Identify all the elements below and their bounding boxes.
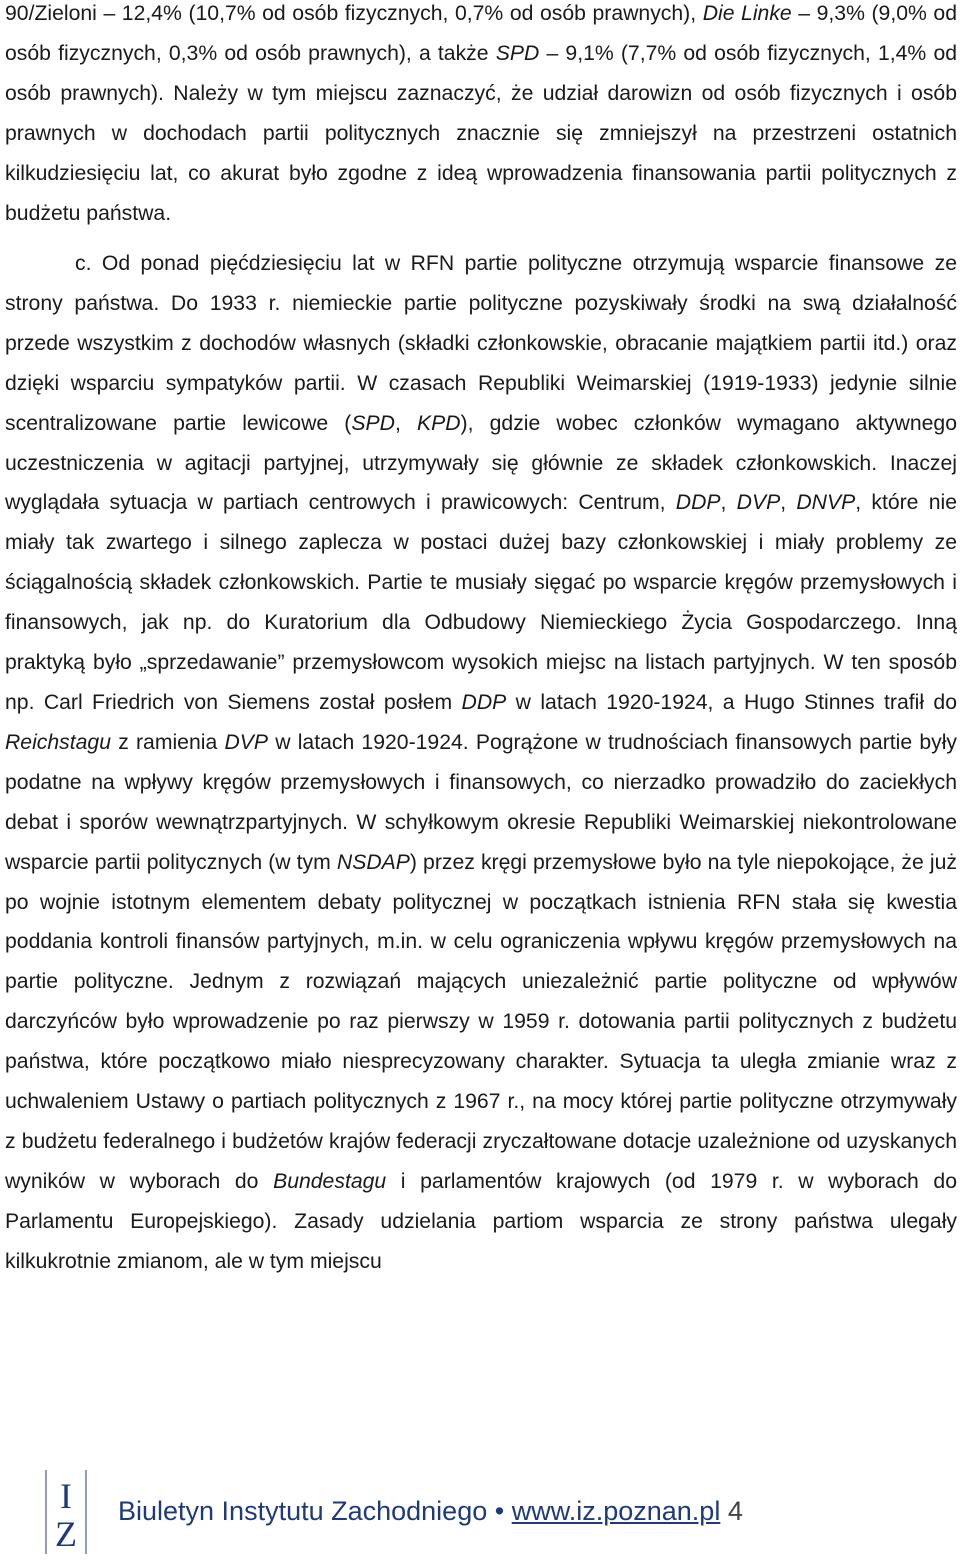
italic-term: DVP [224, 730, 269, 754]
iz-logo-icon [38, 1466, 94, 1558]
text-run: w latach 1920-1924. Pogrążone w trudnościach finansowych partie były podatne na wpływy kręgów przemysłowych i finansowych, co nierzadko prowadziło do zaciekłych debat i sporów wewnątrzpartyjnych. W schyłkowym okresie Republiki Weimarskiej niekontrolowane wsparcie partii politycznych (w tym [5, 730, 957, 874]
text-run: 90/Zieloni – 12,4% (10,7% od osób fizycznych, 0,7% od osób prawnych), [5, 2, 703, 25]
italic-term: SPD [351, 411, 395, 435]
footer-caption [118, 1496, 743, 1527]
italic-term: SPD [495, 41, 540, 65]
italic-term: Bundestagu [273, 1169, 387, 1193]
italic-term: NSDAP [336, 850, 410, 874]
text-run: ) przez kręgi przemysłowe było na tyle niepokojące, że już po wojnie istotnym elementem debaty politycznej w początkach istnienia RFN stała się kwestia poddania kontroli finansów partyjnych, m.in. w celu ograniczenia wpływu kręgów przemysłowych na partie polityczne. Jednym z rozwiązań mających uniezależnić partie polityczne od wpływów darczyńców było wprowadzenie po raz pierwszy w 1959 r. dotowania partii politycznych z budżetu państwa, które początkowo miało niesprecyzowany charakter. Sytuacja ta uległa zmianie wraz z uchwaleniem Ustawy o partiach politycznych z 1967 r., na mocy której partie polityczne otrzymywały z budżetu federalnego i budżetów krajów federacji zryczałtowane dotacje uzależnione od uzyskanych wyników w wyborach do [5, 850, 957, 1193]
italic-term: Die Linke [702, 2, 792, 25]
italic-term: DDP [461, 690, 507, 714]
text-run: , [780, 491, 797, 515]
italic-term: Reichstagu [5, 730, 111, 754]
svg-text:Z: Z [55, 1514, 77, 1554]
italic-term: DDP [675, 491, 721, 515]
text-run: , [720, 491, 737, 515]
text-run: z ramienia [111, 730, 225, 754]
footer-title: Biuletyn Instytutu Zachodniego [118, 1496, 488, 1526]
paragraph-1 [5, 0, 957, 233]
text-run: – 9,1% (7,7% od osób fizycznych, 1,4% od osób prawnych). Należy w tym miejscu zaznaczyć, że udział darowizn od osób fizycznych i osób prawnych w dochodach partii politycznych znacznie się zmniejszył na przestrzeni ostatnich kilkudziesięciu lat, co akurat było zgodne z ideą wprowadzenia finansowania partii politycznych z budżetu państwa. [5, 41, 958, 225]
italic-term: KPD [416, 411, 461, 435]
svg-text:I: I [60, 1476, 72, 1516]
text-run: i parlamentów krajowych (od 1979 r. w wyborach do Parlamentu Europejskiego). Zasady udzielania partiom wsparcia ze strony państwa ulegały kilkukrotnie zmianom, ale w tym miejscu [5, 1169, 957, 1273]
footer-separator: • [494, 1496, 505, 1526]
page-footer [38, 1466, 938, 1558]
text-run: , które nie miały tak zwartego i silnego zaplecza w postaci dużej bazy członkowskiej i miały problemy ze ściągalnością składek członkowskich. Partie te musiały sięgać po wsparcie kręgów przemysłowych i finansowych, jak np. do Kuratorium dla Odbudowy Niemieckiego Życia Gospodarczego. Inną praktyką było „sprzedawanie” przemysłowcom wysokich miejsc na listach partyjnych. W ten sposób np. Carl Friedrich von Siemens został posłem [5, 491, 957, 714]
text-run: c. Od ponad pięćdziesięciu lat w RFN partie polityczne otrzymują wsparcie finansowe ze strony państwa. Do 1933 r. niemieckie partie polityczne pozyskiwały środki na swą działalność przede wszystkim z dochodów własnych (składki członkowskie, obracanie majątkiem partii itd.) oraz dzięki wsparciu sympatyków partii. W czasach Republiki Weimarskiej (1919-1933) jedynie silnie scentralizowane partie lewicowe ( [5, 252, 957, 435]
text-run: – 9,3% (9,0% od osób fizycznych, 0,3% od osób prawnych), a także [5, 2, 957, 65]
paragraph-2 [5, 244, 957, 1282]
italic-term: DNVP [796, 491, 856, 515]
text-run: ), gdzie wobec członków wymagano aktywnego uczestniczenia w agitacji partyjnej, utrzymywały się głównie ze składek członkowskich. Inaczej wyglądała sytuacja w partiach centrowych i prawicowych: Centrum, [5, 411, 957, 515]
text-run: w latach 1920-1924, a Hugo Stinnes trafił do [506, 690, 957, 714]
italic-term: DVP [736, 491, 781, 515]
page-number: 4 [727, 1496, 743, 1526]
text-run: , [394, 411, 417, 435]
footer-website-link[interactable]: www.iz.poznan.pl [511, 1496, 721, 1526]
